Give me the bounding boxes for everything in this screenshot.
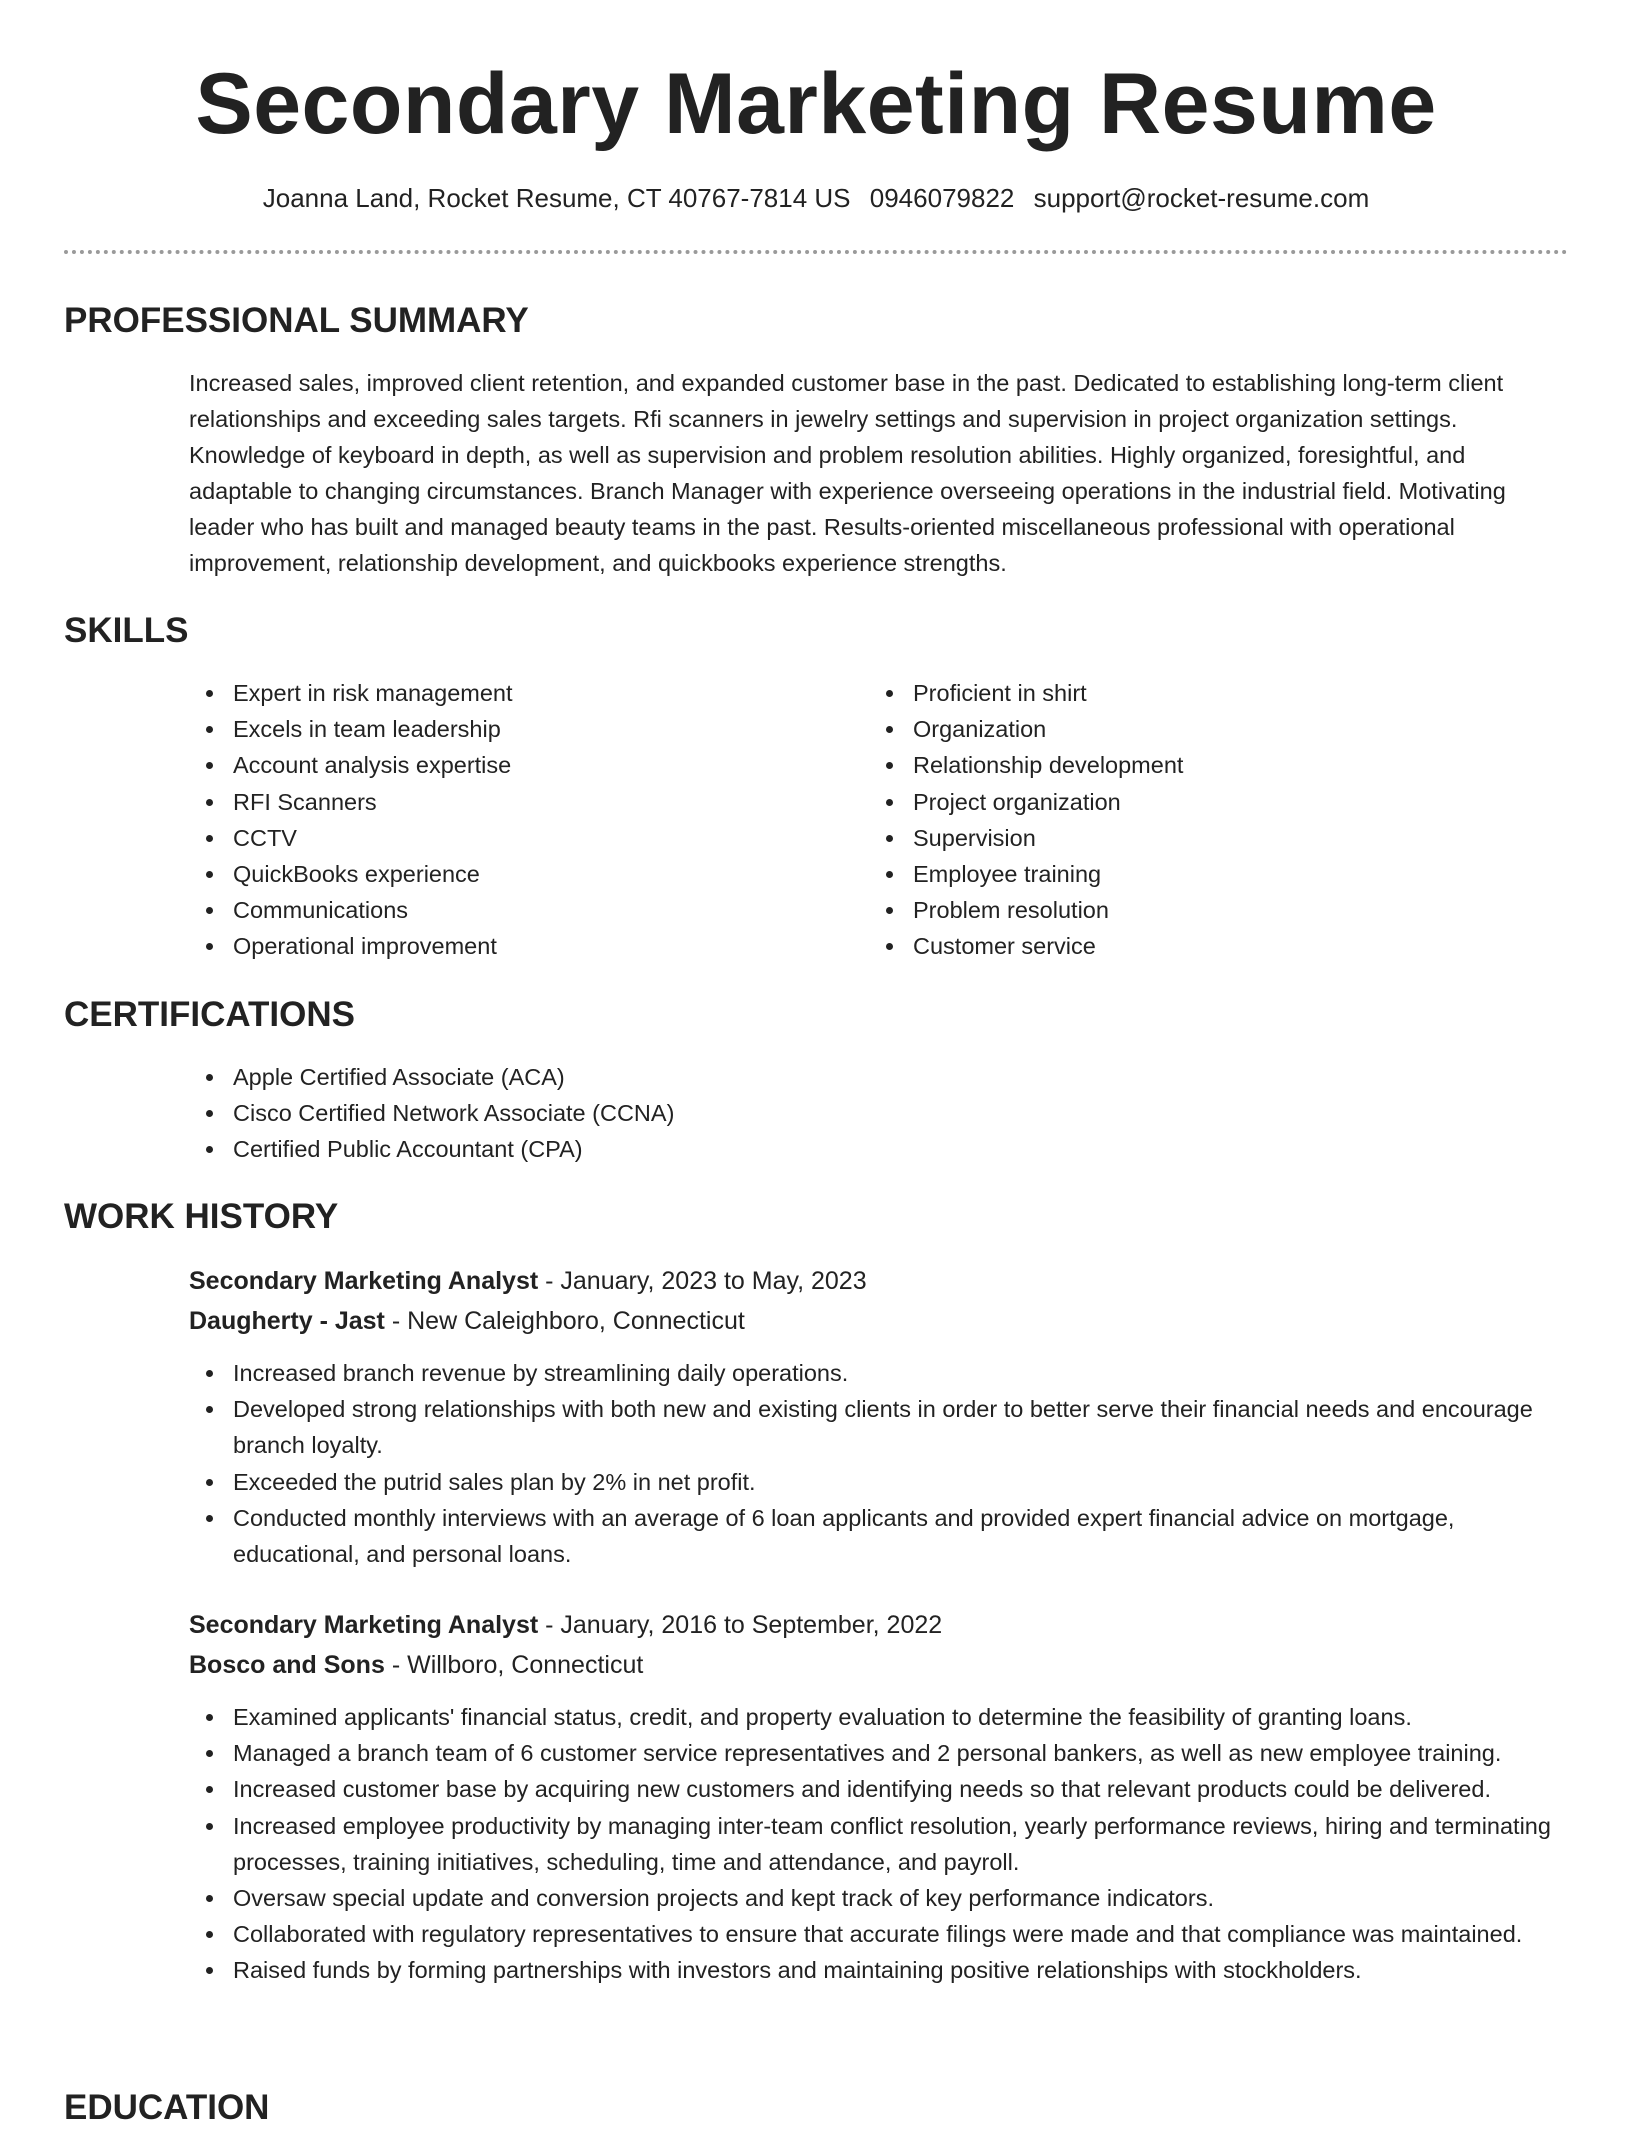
list-item: Expert in risk management: [189, 675, 829, 711]
certifications-list: [189, 1059, 1089, 1168]
list-item: Employee training: [869, 856, 1509, 892]
job-dates: - January, 2016 to September, 2022: [538, 1611, 943, 1639]
job-company: Bosco and Sons: [189, 1651, 385, 1679]
job-bullets: [189, 1699, 1579, 1989]
list-item: Conducted monthly interviews with an average of 6 loan applicants and provided expert financial advice on mortgage, educational, and personal loans.: [189, 1500, 1569, 1572]
list-item: Increased customer base by acquiring new customers and identifying needs so that relevant products could be delivered.: [189, 1771, 1579, 1807]
job-location: - Willboro, Connecticut: [384, 1651, 644, 1679]
list-item: Increased branch revenue by streamlining daily operations.: [189, 1355, 1569, 1391]
job-title: Secondary Marketing Analyst: [189, 1611, 539, 1639]
list-item: Cisco Certified Network Associate (CCNA): [189, 1095, 1089, 1131]
resume-title: Secondary Marketing Resume: [195, 56, 1437, 152]
work-history-heading: WORK HISTORY: [64, 1197, 339, 1236]
list-item: Oversaw special update and conversion projects and kept track of key performance indicators.: [189, 1880, 1579, 1916]
contact-address: Joanna Land, Rocket Resume, CT 40767-7814 US: [262, 183, 851, 213]
skills-list-right: [869, 675, 1509, 965]
list-item: Supervision: [869, 820, 1509, 856]
list-item: Relationship development: [869, 747, 1509, 783]
summary-text: Increased sales, improved client retention, and expanded customer base in the past. Dedicated to establishing long-term client relationships and exceeding sales targets. Rfi scanners in jewelry settings and supervision in project organization settings. Knowledge of keyboard in depth, as well as supervision and problem resolution abilities. Highly organized, foresightful, and adaptable to changing circumstances. Branch Manager with experience overseeing operations in the industrial field. Motivating leader who has built and managed beauty teams in the past. Results-oriented miscellaneous professional with operational improvement, relationship development, and quickbooks experience strengths.: [189, 370, 1506, 576]
job-title: Secondary Marketing Analyst: [189, 1267, 539, 1295]
list-item: QuickBooks experience: [189, 856, 829, 892]
job-bullets: [189, 1355, 1569, 1572]
job-location: - New Caleighboro, Connecticut: [384, 1307, 745, 1335]
list-item: Collaborated with regulatory representatives to ensure that accurate filings were made and that compliance was maintained.: [189, 1916, 1579, 1952]
list-item: Apple Certified Associate (ACA): [189, 1059, 1089, 1095]
job-title-line: [189, 1605, 942, 1645]
skills-heading: SKILLS: [64, 611, 189, 650]
list-item: Problem resolution: [869, 892, 1509, 928]
list-item: Customer service: [869, 928, 1509, 964]
list-item: Operational improvement: [189, 928, 829, 964]
job-dates: - January, 2023 to May, 2023: [538, 1267, 867, 1295]
list-item: Project organization: [869, 784, 1509, 820]
header-divider: [64, 250, 1568, 254]
job-title-line: [189, 1261, 867, 1301]
job-company: Daugherty - Jast: [189, 1307, 385, 1335]
skills-list-left: [189, 675, 829, 965]
list-item: Increased employee productivity by managing inter-team conflict resolution, yearly performance reviews, hiring and terminating processes, training initiatives, scheduling, time and attendance, and payroll.: [189, 1808, 1579, 1880]
list-item: Excels in team leadership: [189, 711, 829, 747]
list-item: Managed a branch team of 6 customer service representatives and 2 personal bankers, as well as new employee training.: [189, 1735, 1579, 1771]
certifications-heading: CERTIFICATIONS: [64, 995, 356, 1034]
list-item: Account analysis expertise: [189, 747, 829, 783]
contact-phone: 0946079822: [869, 183, 1015, 213]
job-company-line: [189, 1645, 643, 1685]
contact-email: support@rocket-resume.com: [1033, 183, 1370, 213]
list-item: Certified Public Accountant (CPA): [189, 1131, 1089, 1167]
contact-line: [0, 180, 1632, 216]
list-item: Exceeded the putrid sales plan by 2% in net profit.: [189, 1464, 1569, 1500]
list-item: Raised funds by forming partnerships with investors and maintaining positive relationships with stockholders.: [189, 1952, 1579, 1988]
list-item: RFI Scanners: [189, 784, 829, 820]
list-item: Proficient in shirt: [869, 675, 1509, 711]
list-item: Communications: [189, 892, 829, 928]
list-item: Developed strong relationships with both new and existing clients in order to better serve their financial needs and encourage branch loyalty.: [189, 1391, 1569, 1463]
job-company-line: [189, 1301, 745, 1341]
summary-heading: PROFESSIONAL SUMMARY: [64, 301, 529, 340]
list-item: CCTV: [189, 820, 829, 856]
list-item: Organization: [869, 711, 1509, 747]
list-item: Examined applicants' financial status, credit, and property evaluation to determine the feasibility of granting loans.: [189, 1699, 1579, 1735]
education-heading: EDUCATION: [64, 2088, 270, 2127]
